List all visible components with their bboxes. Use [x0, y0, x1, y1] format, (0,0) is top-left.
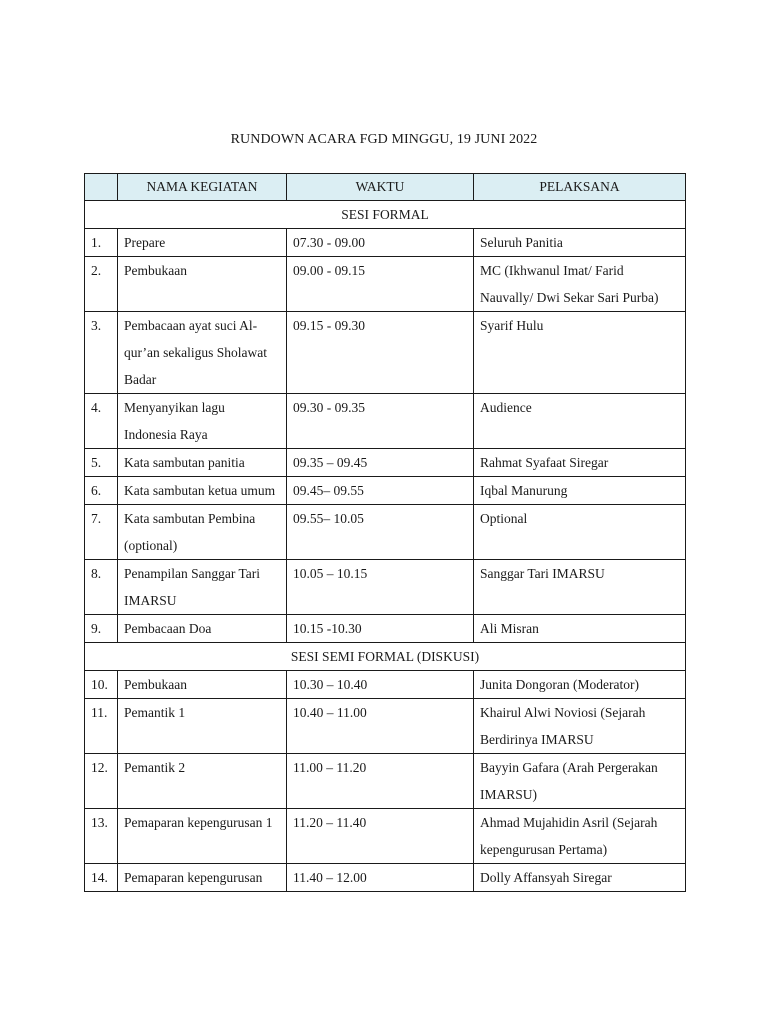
- table-row: [85, 699, 686, 754]
- section-row-semi-formal: [85, 643, 686, 671]
- row-number: 5.: [85, 449, 118, 477]
- page-title: RUNDOWN ACARA FGD MINGGU, 19 JUNI 2022: [230, 132, 538, 147]
- table-row: [85, 615, 686, 643]
- row-number: 6.: [85, 477, 118, 505]
- table-row: [85, 754, 686, 809]
- row-pelaksana: Ali Misran: [474, 615, 686, 643]
- row-pelaksana: Audience: [474, 394, 686, 449]
- row-waktu: 09.15 - 09.30: [287, 312, 474, 394]
- row-kegiatan: Pemaparan kepengurusan: [118, 864, 287, 892]
- row-kegiatan: Pemantik 1: [118, 699, 287, 754]
- row-waktu: 09.45– 09.55: [287, 477, 474, 505]
- table-row: [85, 671, 686, 699]
- row-pelaksana: Bayyin Gafara (Arah Pergerakan IMARSU): [474, 754, 686, 809]
- row-kegiatan: Pemaparan kepengurusan 1: [118, 809, 287, 864]
- row-kegiatan: Kata sambutan panitia: [118, 449, 287, 477]
- row-kegiatan: Pembukaan: [118, 671, 287, 699]
- row-kegiatan: Pembacaan Doa: [118, 615, 287, 643]
- header-pelaksana: PELAKSANA: [474, 174, 686, 201]
- row-number: 9.: [85, 615, 118, 643]
- header-nama-kegiatan: NAMA KEGIATAN: [118, 174, 287, 201]
- table-row: [85, 449, 686, 477]
- section-row-formal: [85, 201, 686, 229]
- row-pelaksana: Khairul Alwi Noviosi (Sejarah Berdirinya IMARSU: [474, 699, 686, 754]
- row-waktu: 09.55– 10.05: [287, 505, 474, 560]
- table-row: [85, 394, 686, 449]
- row-number: 1.: [85, 229, 118, 257]
- table-row: [85, 312, 686, 394]
- row-kegiatan: Pemantik 2: [118, 754, 287, 809]
- table-row: [85, 257, 686, 312]
- row-kegiatan: Menyanyikan lagu Indonesia Raya: [118, 394, 287, 449]
- row-pelaksana: Dolly Affansyah Siregar: [474, 864, 686, 892]
- row-waktu: 10.30 – 10.40: [287, 671, 474, 699]
- row-waktu: 11.40 – 12.00: [287, 864, 474, 892]
- row-waktu: 10.15 -10.30: [287, 615, 474, 643]
- section-label-formal: SESI FORMAL: [85, 201, 686, 229]
- header-no: [85, 174, 118, 201]
- row-kegiatan: Kata sambutan ketua umum: [118, 477, 287, 505]
- rundown-table: [84, 173, 686, 892]
- row-waktu: 09.00 - 09.15: [287, 257, 474, 312]
- row-pelaksana: MC (Ikhwanul Imat/ Farid Nauvally/ Dwi Sekar Sari Purba): [474, 257, 686, 312]
- table-row: [85, 477, 686, 505]
- row-waktu: 07.30 - 09.00: [287, 229, 474, 257]
- row-kegiatan: Penampilan Sanggar Tari IMARSU: [118, 560, 287, 615]
- row-pelaksana: Junita Dongoran (Moderator): [474, 671, 686, 699]
- table-row: [85, 864, 686, 892]
- row-number: 10.: [85, 671, 118, 699]
- row-number: 13.: [85, 809, 118, 864]
- row-number: 14.: [85, 864, 118, 892]
- table-header-row: [85, 174, 686, 201]
- row-pelaksana: Iqbal Manurung: [474, 477, 686, 505]
- section-label-semi-formal: SESI SEMI FORMAL (DISKUSI): [85, 643, 686, 671]
- row-kegiatan: Pembacaan ayat suci Al-qur’an sekaligus Sholawat Badar: [118, 312, 287, 394]
- row-pelaksana: Sanggar Tari IMARSU: [474, 560, 686, 615]
- row-number: 11.: [85, 699, 118, 754]
- row-number: 4.: [85, 394, 118, 449]
- row-waktu: 11.20 – 11.40: [287, 809, 474, 864]
- row-pelaksana: Optional: [474, 505, 686, 560]
- row-number: 2.: [85, 257, 118, 312]
- table-row: [85, 560, 686, 615]
- row-pelaksana: Rahmat Syafaat Siregar: [474, 449, 686, 477]
- row-number: 7.: [85, 505, 118, 560]
- row-waktu: 10.40 – 11.00: [287, 699, 474, 754]
- row-number: 12.: [85, 754, 118, 809]
- row-kegiatan: Pembukaan: [118, 257, 287, 312]
- table-row: [85, 229, 686, 257]
- row-pelaksana: Seluruh Panitia: [474, 229, 686, 257]
- row-pelaksana: Syarif Hulu: [474, 312, 686, 394]
- row-number: 3.: [85, 312, 118, 394]
- row-waktu: 09.30 - 09.35: [287, 394, 474, 449]
- row-number: 8.: [85, 560, 118, 615]
- row-waktu: 10.05 – 10.15: [287, 560, 474, 615]
- row-waktu: 09.35 – 09.45: [287, 449, 474, 477]
- header-waktu: WAKTU: [287, 174, 474, 201]
- table-row: [85, 505, 686, 560]
- row-pelaksana: Ahmad Mujahidin Asril (Sejarah kepengurusan Pertama): [474, 809, 686, 864]
- table-row: [85, 809, 686, 864]
- row-kegiatan: Kata sambutan Pembina (optional): [118, 505, 287, 560]
- row-waktu: 11.00 – 11.20: [287, 754, 474, 809]
- row-kegiatan: Prepare: [118, 229, 287, 257]
